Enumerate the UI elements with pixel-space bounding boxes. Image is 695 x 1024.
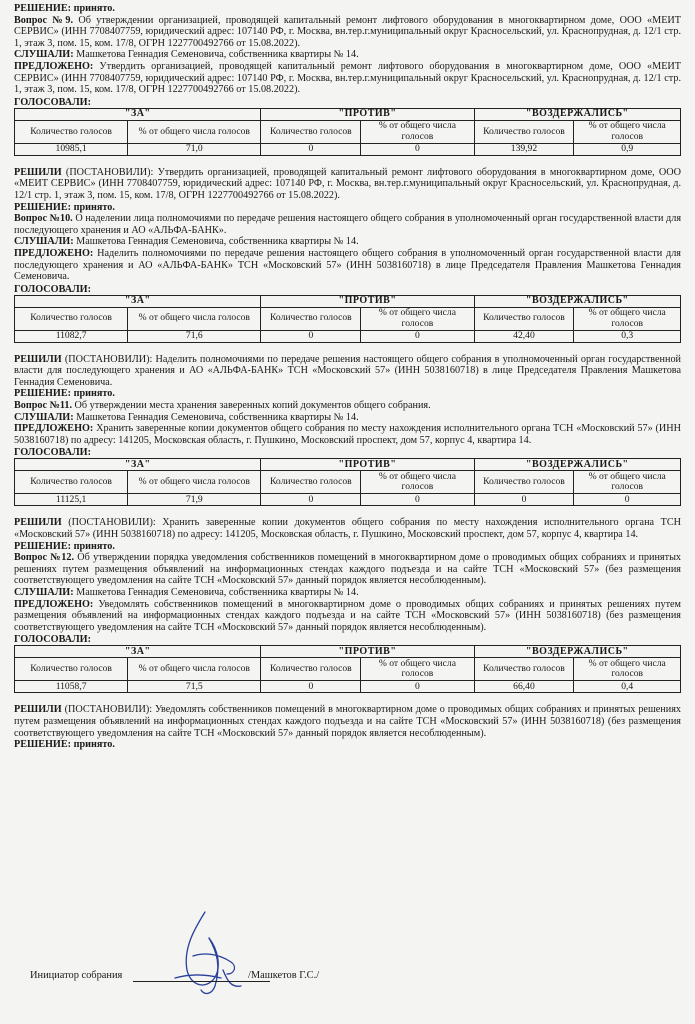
za-count: 11125,1	[15, 494, 128, 506]
proposed-10: ПРЕДЛОЖЕНО: Наделить полномочиями по передаче решения настоящего общего собрания в уполномоченный орган государственной власти для последующего хранения и АО «АЛЬФА-БАНК» ТСН «Московский 57» (ИНН 5038160718) в лице Председателя Правления Машкетова Геннадия Семеновича.	[14, 247, 681, 283]
question-10-text: Вопрос №10. О наделении лица полномочиями по передаче решения настоящего общего собрания в уполномоченный орган государственной власти для последующего хранения и АО «АЛЬФА-БАНК».	[14, 213, 682, 236]
header-pr: "ПРОТИВ"	[261, 108, 474, 120]
handwritten-signature	[165, 908, 255, 1000]
pr-count: 0	[261, 681, 361, 693]
heard-10: СЛУШАЛИ: Машкетова Геннадия Семеновича, собственника квартиры № 14.	[14, 236, 359, 248]
header-pr: "ПРОТИВ"	[261, 295, 474, 307]
za-pct: 71,6	[128, 330, 261, 342]
signature-label: Инициатор собрания	[30, 970, 123, 981]
heard-12: СЛУШАЛИ: Машкетова Геннадия Семеновича, собственника квартиры № 14.	[14, 587, 359, 598]
pr-count: 0	[261, 330, 361, 342]
decided-12: РЕШИЛИ (ПОСТАНОВИЛИ): Уведомлять собственников помещений в многоквартирном доме о проводимых общих собраниях и принятых решениях путем размещения объявлений на информационных стендах каждого подъезда и на сайте ТСН «Московский 57» (ИНН 5038160718) (без размещения соответствующего уведомления на сайте ТСН «Московский 57» данный порядок является несоблюденным).	[14, 704, 681, 739]
za-count: 11058,7	[15, 681, 128, 693]
vz-pct: 0,4	[574, 681, 681, 693]
proposed-9: ПРЕДЛОЖЕНО: Утвердить организацией, проводящей капитальный ремонт лифтового оборудования в многоквартирном доме, ООО «МЕИТ СЕРВИС» (ИНН 7708407759, юридический адрес: 107140 РФ, г. Москва, вн.тер.г.муниципальный округ Красносельский, ул. Краснопрудная, д. 12/1 стр. 1, этаж 3, пом. 15, ком. 17/8, ОГРН 1227700492766 от 15.08.2022).	[14, 60, 681, 96]
header-vz: "ВОЗДЕРЖАЛИСЬ"	[474, 459, 680, 471]
header-pr: "ПРОТИВ"	[261, 459, 474, 471]
question-12-text: Вопрос №12. Об утверждении порядка уведомления собственников помещений в многоквартирном доме о проводимых общих собраниях и принятых решениях путем размещения объявлений на информационных стендах каждого подъезда и на сайте ТСН «Московский 57» (без размещения соответствующего уведомления на сайте ТСН «Московский 57» данный порядок является несоблюденным).	[14, 552, 682, 587]
vz-count: 0	[474, 494, 574, 506]
pr-pct: 0	[361, 143, 474, 155]
header-za: "ЗА"	[15, 459, 261, 471]
decision-11: РЕШЕНИЕ: принято.	[14, 540, 115, 552]
header-za: "ЗА"	[15, 646, 261, 658]
heard-9: СЛУШАЛИ: Машкетова Геннадия Семеновича, собственника квартиры № 14.	[14, 49, 359, 61]
header-vz: "ВОЗДЕРЖАЛИСЬ"	[474, 295, 680, 307]
decided-10: РЕШИЛИ (ПОСТАНОВИЛИ): Наделить полномочиями по передаче решения настоящего общего собрания в уполномоченный орган государственной власти для последующего хранения и АО «АЛЬФА-БАНК» ТСН «Московский 57» (ИНН 5038160718) в лице Председателя Правления Машкетова Геннадия Семеновича.	[14, 353, 681, 388]
votes-label-12: ГОЛОСОВАЛИ:	[14, 634, 91, 646]
za-count: 10985,1	[15, 143, 128, 155]
header-vz: "ВОЗДЕРЖАЛИСЬ"	[474, 108, 680, 120]
za-pct: 71,0	[128, 143, 261, 155]
pr-pct: 0	[361, 330, 474, 342]
decision-9: РЕШЕНИЕ: принято.	[14, 201, 115, 213]
header-pr: "ПРОТИВ"	[261, 646, 474, 658]
votes-table-9: "ЗА" "ПРОТИВ" "ВОЗДЕРЖАЛИСЬ" Количество голосов % от общего числа голосов Количество голосов % от общего числа голосов Количество голосов % от общего числа голосов 10985,1 71,0 0 0 139,92 0,9	[14, 108, 681, 156]
header-za: "ЗА"	[15, 295, 261, 307]
za-pct: 71,5	[128, 681, 261, 693]
signature-line	[133, 981, 270, 982]
votes-table-10: "ЗА" "ПРОТИВ" "ВОЗДЕРЖАЛИСЬ" Количество голосов % от общего числа голосов Количество голосов % от общего числа голосов Количество голосов % от общего числа голосов 11082,7 71,6 0 0 42,40 0,3	[14, 295, 681, 343]
pr-count: 0	[261, 143, 361, 155]
question-11-text: Вопрос №11. Об утверждении места хранения заверенных копий документов общего собрания.	[14, 400, 431, 412]
decision-10: РЕШЕНИЕ: принято.	[14, 388, 115, 400]
header-vz: "ВОЗДЕРЖАЛИСЬ"	[474, 646, 680, 658]
question-9-text: Вопрос №9. Об утверждении организацией, проводящей капитальный ремонт лифтового оборудования в многоквартирном доме, ООО «МЕИТ СЕРВИС» (ИНН 7708407759, юридический адрес: 107140 РФ, г. Москва, вн.тер.г.муниципальный округ Красносельский, ул. Краснопрудная, д. 12/1 стр. 1, этаж 3, пом. 15, ком. 17/8, ОГРН 1227700492766 от 15.08.2022).	[14, 14, 681, 49]
proposed-12: ПРЕДЛОЖЕНО: Уведомлять собственников помещений в многоквартирном доме о проводимых общих собраниях и принятых решениях путем размещения объявлений на информационных стендах каждого подъезда и на сайте ТСН «Московский 57» (ИНН 5038160718) (без размещения соответствующего уведомления на сайте ТСН «Московский 57» данный порядок является несоблюденным).	[14, 598, 681, 633]
heard-11: СЛУШАЛИ: Машкетова Геннадия Семеновича, собственника квартиры № 14.	[14, 411, 359, 423]
votes-label-11: ГОЛОСОВАЛИ:	[14, 447, 91, 459]
signature-row	[30, 970, 670, 981]
decided-11: РЕШИЛИ (ПОСТАНОВИЛИ): Хранить заверенные копии документов общего собрания по месту нахождения исполнительного органа ТСН «Московский 57» (ИНН 5038160718) по адресу: 141205, Московская область, г. Пушкино, Московский проспект, дом 57, корпус 4, квартира 14.	[14, 517, 681, 541]
proposed-11: ПРЕДЛОЖЕНО: Хранить заверенные копии документов общего собрания по месту нахождения исполнительного органа ТСН «Московский 57» (ИНН 5038160718) по адресу: 141205, Московская область, г. Пушкино, Московский проспект, дом 57, корпус 4, квартира 14.	[14, 423, 681, 446]
votes-label-9: ГОЛОСОВАЛИ:	[14, 96, 91, 108]
vz-count: 66,40	[474, 681, 574, 693]
za-pct: 71,9	[128, 494, 261, 506]
za-count: 11082,7	[15, 330, 128, 342]
question-block-9	[14, 3, 681, 213]
votes-label-10: ГОЛОСОВАЛИ:	[14, 283, 91, 295]
vz-pct: 0,3	[574, 330, 681, 342]
header-za: "ЗА"	[15, 108, 261, 120]
question-block-12	[14, 552, 681, 751]
vz-count: 139,92	[474, 143, 574, 155]
decided-9: РЕШИЛИ (ПОСТАНОВИЛИ): Утвердить организацией, проводящей капитальный ремонт лифтового оборудования в многоквартирном доме, ООО «МЕИТ СЕРВИС» (ИНН 7708407759, юридический адрес: 107140 РФ, г. Москва, вн.тер.г.муниципальный округ Красносельский, ул. Краснопрудная, д. 12/1 стр. 1, этаж 3, пом. 15, ком. 17/8, ОГРН 1227700492766 от 15.08.2022).	[14, 166, 681, 201]
votes-table-12: "ЗА" "ПРОТИВ" "ВОЗДЕРЖАЛИСЬ" Количество голосов % от общего числа голосов Количество голосов % от общего числа голосов Количество голосов % от общего числа голосов 11058,7 71,5 0 0 66,40 0,4	[14, 645, 681, 693]
pr-count: 0	[261, 494, 361, 506]
pr-pct: 0	[361, 494, 474, 506]
question-block-10	[14, 213, 681, 400]
signature-name: /Машкетов Г.С./	[248, 970, 320, 981]
votes-table-11: "ЗА" "ПРОТИВ" "ВОЗДЕРЖАЛИСЬ" Количество голосов % от общего числа голосов Количество голосов % от общего числа голосов Количество голосов % от общего числа голосов 11125,1 71,9 0 0 0 0	[14, 458, 681, 506]
question-block-11	[14, 400, 681, 552]
vz-count: 42,40	[474, 330, 574, 342]
decision-12: РЕШЕНИЕ: принято.	[14, 739, 115, 751]
prev-decision: РЕШЕНИЕ: принято.	[14, 3, 115, 14]
pr-pct: 0	[361, 681, 474, 693]
vz-pct: 0	[574, 494, 681, 506]
vz-pct: 0,9	[574, 143, 681, 155]
